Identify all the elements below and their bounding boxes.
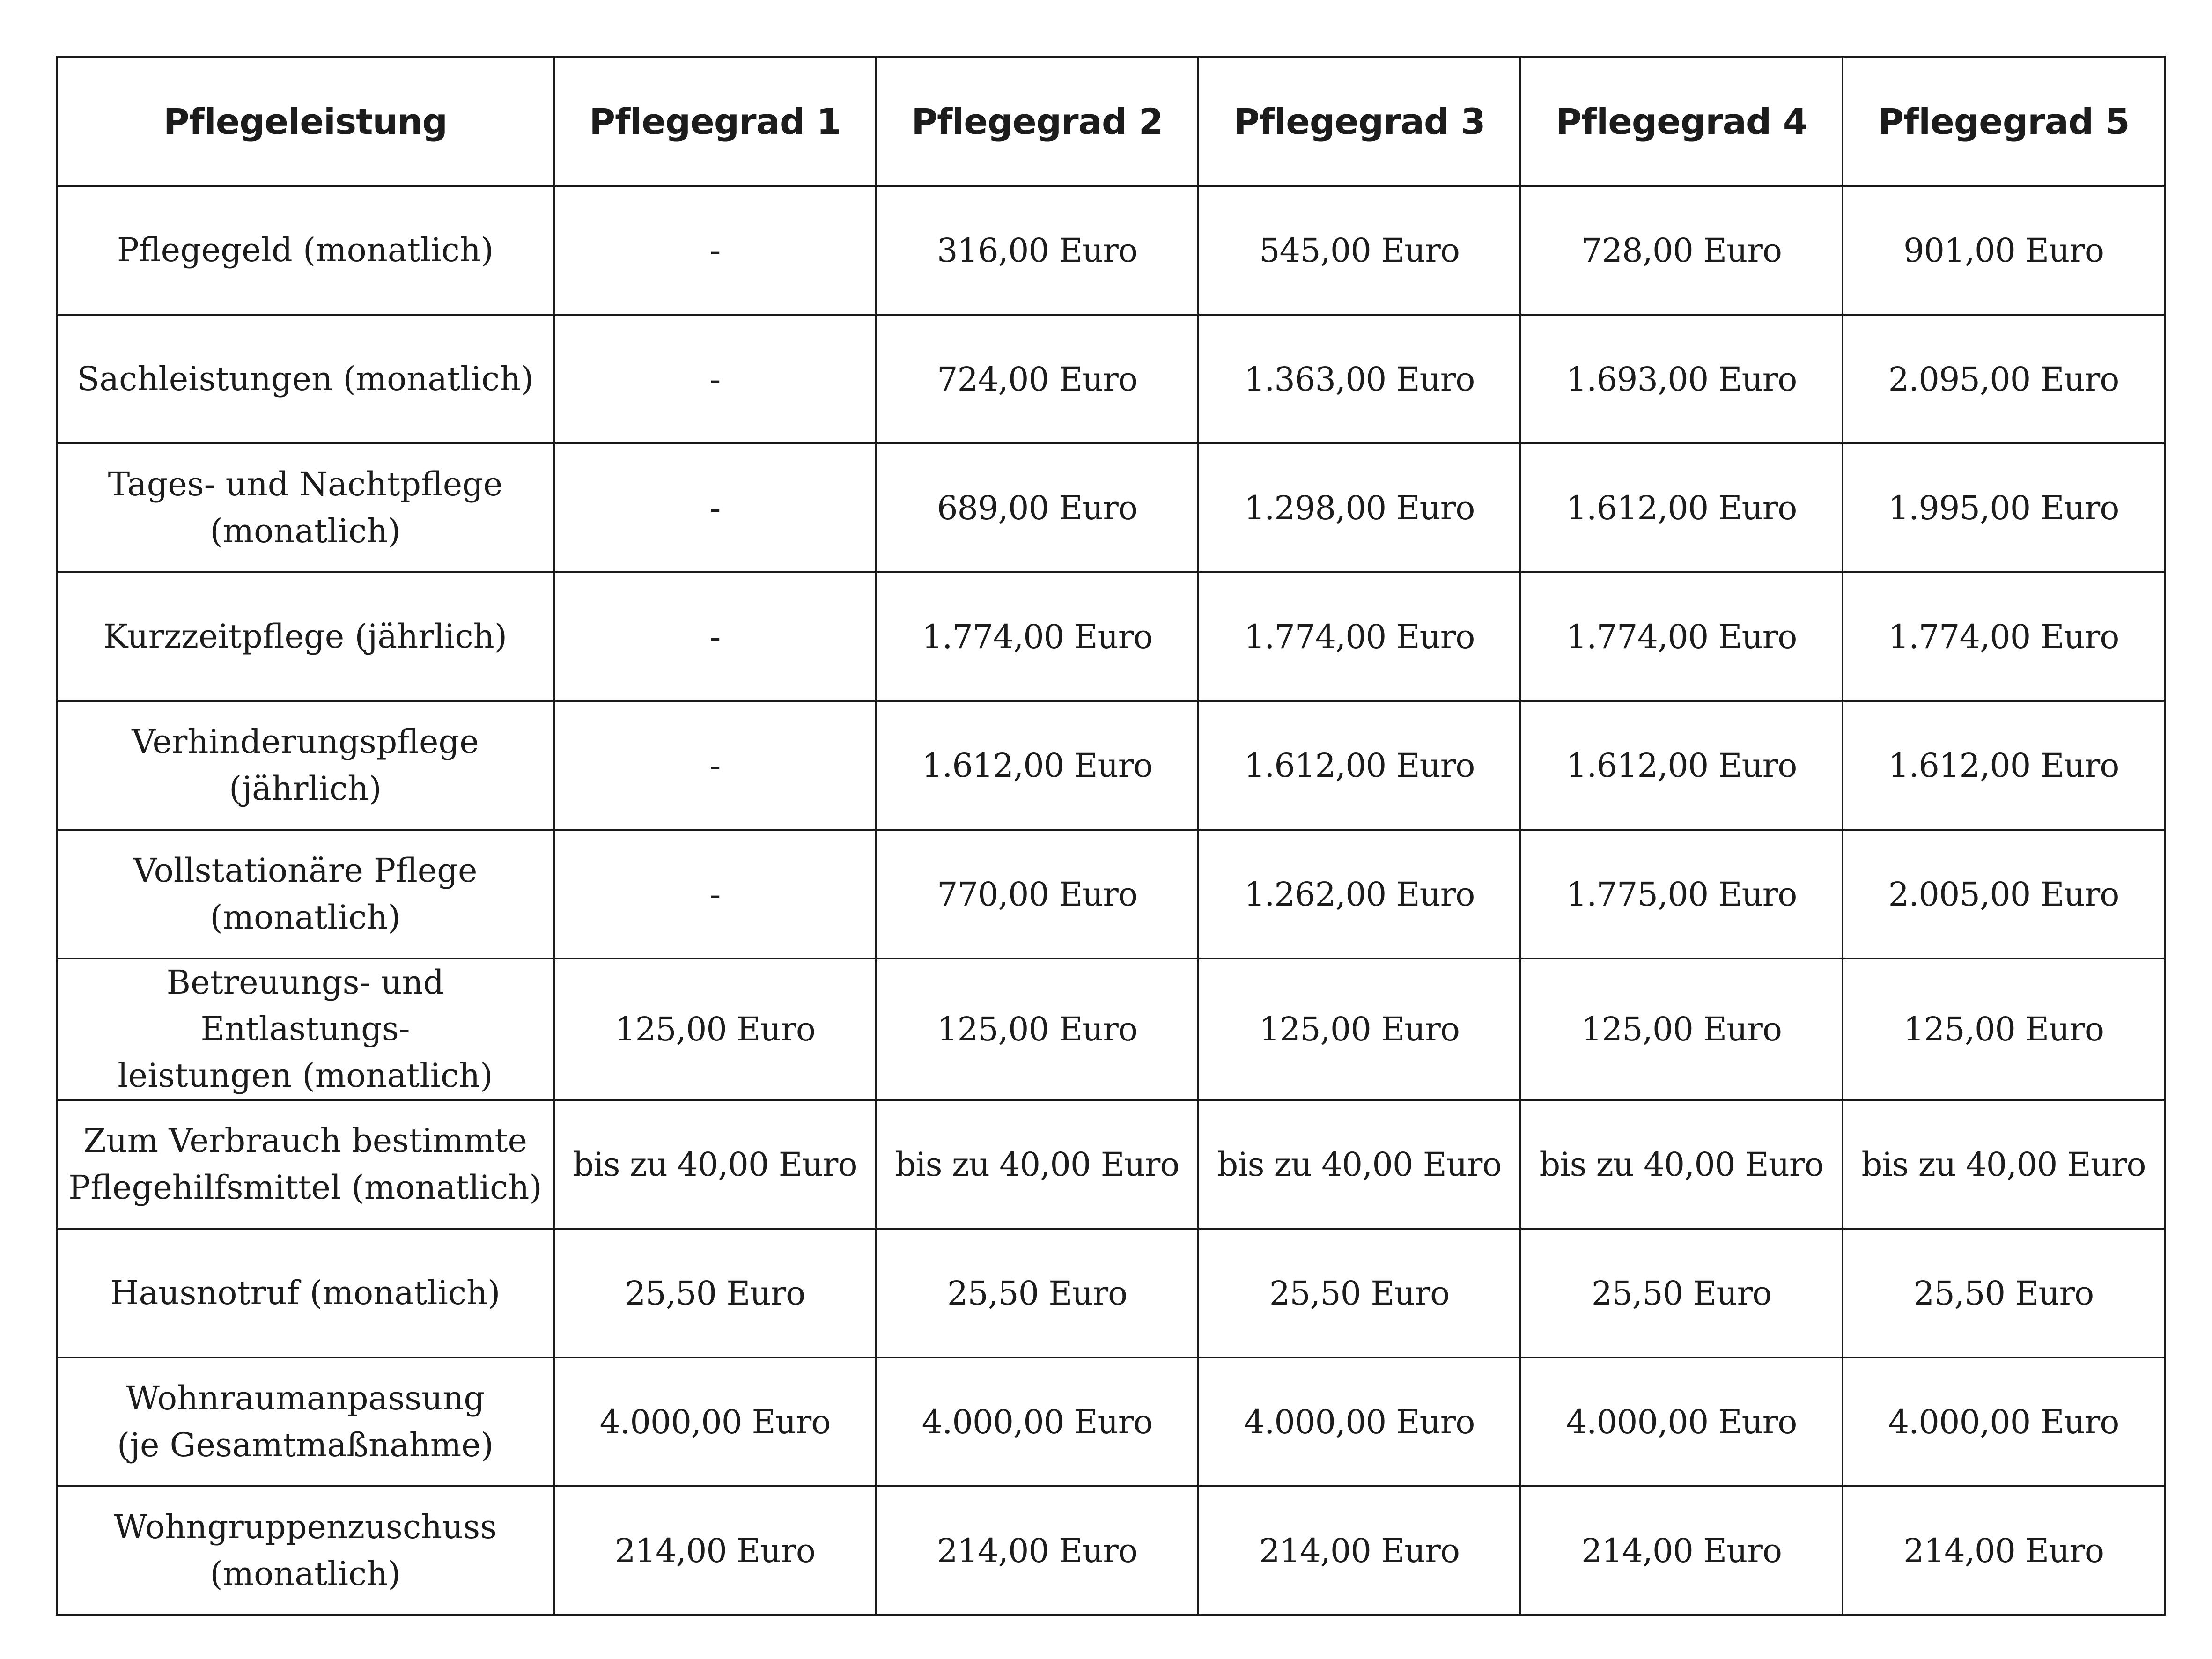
- value-cell-pflegegrad-2: 1.774,00 Euro: [876, 572, 1198, 701]
- value-cell-pflegegrad-4: 125,00 Euro: [1520, 959, 1843, 1100]
- value-cell-pflegegrad-3: 25,50 Euro: [1198, 1229, 1520, 1357]
- pflegeleistungen-table: [56, 56, 2166, 1616]
- value-cell-pflegegrad-2: 125,00 Euro: [876, 959, 1198, 1100]
- value-cell-pflegegrad-2: 770,00 Euro: [876, 830, 1198, 959]
- value-cell-pflegegrad-5: 1.995,00 Euro: [1843, 443, 2165, 572]
- table-row: [57, 1229, 2165, 1357]
- row-label: Tages- und Nachtpflege (monatlich): [57, 443, 554, 572]
- value-cell-pflegegrad-4: 1.693,00 Euro: [1520, 315, 1843, 443]
- table-row: [57, 1357, 2165, 1486]
- table-row: [57, 830, 2165, 959]
- value-cell-pflegegrad-2: 25,50 Euro: [876, 1229, 1198, 1357]
- row-label: Vollstationäre Pflege (monatlich): [57, 830, 554, 959]
- value-cell-pflegegrad-3: 1.262,00 Euro: [1198, 830, 1520, 959]
- row-label: Pflegegeld (monatlich): [57, 186, 554, 315]
- table-row: [57, 1486, 2165, 1615]
- value-cell-pflegegrad-4: 25,50 Euro: [1520, 1229, 1843, 1357]
- header-pflegegrad-2: Pflegegrad 2: [876, 57, 1198, 186]
- table-row: [57, 443, 2165, 572]
- row-label: Zum Verbrauch bestimmte Pflegehilfsmittel (monatlich): [57, 1100, 554, 1229]
- value-cell-pflegegrad-1: bis zu 40,00 Euro: [554, 1100, 876, 1229]
- value-cell-pflegegrad-4: bis zu 40,00 Euro: [1520, 1100, 1843, 1229]
- value-cell-pflegegrad-2: 689,00 Euro: [876, 443, 1198, 572]
- table-row: [57, 959, 2165, 1100]
- value-cell-pflegegrad-5: 1.612,00 Euro: [1843, 701, 2165, 830]
- value-cell-pflegegrad-4: 214,00 Euro: [1520, 1486, 1843, 1615]
- value-cell-pflegegrad-4: 1.775,00 Euro: [1520, 830, 1843, 959]
- header-pflegegrad-1: Pflegegrad 1: [554, 57, 876, 186]
- value-cell-pflegegrad-5: 2.095,00 Euro: [1843, 315, 2165, 443]
- value-cell-pflegegrad-3: 1.774,00 Euro: [1198, 572, 1520, 701]
- row-label: Verhinderungspflege (jährlich): [57, 701, 554, 830]
- value-cell-pflegegrad-1: -: [554, 186, 876, 315]
- row-label: Wohngruppenzuschuss (monatlich): [57, 1486, 554, 1615]
- value-cell-pflegegrad-3: 214,00 Euro: [1198, 1486, 1520, 1615]
- value-cell-pflegegrad-1: -: [554, 830, 876, 959]
- value-cell-pflegegrad-5: 214,00 Euro: [1843, 1486, 2165, 1615]
- table-row: [57, 1100, 2165, 1229]
- value-cell-pflegegrad-2: 1.612,00 Euro: [876, 701, 1198, 830]
- value-cell-pflegegrad-2: 724,00 Euro: [876, 315, 1198, 443]
- value-cell-pflegegrad-1: 214,00 Euro: [554, 1486, 876, 1615]
- value-cell-pflegegrad-2: bis zu 40,00 Euro: [876, 1100, 1198, 1229]
- value-cell-pflegegrad-1: -: [554, 443, 876, 572]
- value-cell-pflegegrad-5: 901,00 Euro: [1843, 186, 2165, 315]
- header-pflegegrad-3: Pflegegrad 3: [1198, 57, 1520, 186]
- value-cell-pflegegrad-1: 25,50 Euro: [554, 1229, 876, 1357]
- row-label: Sachleistungen (monatlich): [57, 315, 554, 443]
- value-cell-pflegegrad-3: bis zu 40,00 Euro: [1198, 1100, 1520, 1229]
- value-cell-pflegegrad-3: 1.298,00 Euro: [1198, 443, 1520, 572]
- row-label: Hausnotruf (monatlich): [57, 1229, 554, 1357]
- value-cell-pflegegrad-5: 4.000,00 Euro: [1843, 1357, 2165, 1486]
- value-cell-pflegegrad-2: 4.000,00 Euro: [876, 1357, 1198, 1486]
- value-cell-pflegegrad-5: 25,50 Euro: [1843, 1229, 2165, 1357]
- table-row: [57, 315, 2165, 443]
- value-cell-pflegegrad-1: 4.000,00 Euro: [554, 1357, 876, 1486]
- table-body: [57, 186, 2165, 1615]
- value-cell-pflegegrad-5: bis zu 40,00 Euro: [1843, 1100, 2165, 1229]
- value-cell-pflegegrad-1: -: [554, 701, 876, 830]
- benefits-table-container: [56, 56, 2164, 1604]
- header-pflegegrad-4: Pflegegrad 4: [1520, 57, 1843, 186]
- value-cell-pflegegrad-2: 316,00 Euro: [876, 186, 1198, 315]
- table-header-row: [57, 57, 2165, 186]
- row-label: Betreuungs- und Entlastungs- leistungen (monatlich): [57, 959, 554, 1100]
- value-cell-pflegegrad-4: 728,00 Euro: [1520, 186, 1843, 315]
- value-cell-pflegegrad-5: 2.005,00 Euro: [1843, 830, 2165, 959]
- value-cell-pflegegrad-4: 1.774,00 Euro: [1520, 572, 1843, 701]
- value-cell-pflegegrad-3: 1.363,00 Euro: [1198, 315, 1520, 443]
- table-row: [57, 186, 2165, 315]
- header-pflegeleistung: Pflegeleistung: [57, 57, 554, 186]
- value-cell-pflegegrad-1: -: [554, 315, 876, 443]
- value-cell-pflegegrad-2: 214,00 Euro: [876, 1486, 1198, 1615]
- value-cell-pflegegrad-3: 4.000,00 Euro: [1198, 1357, 1520, 1486]
- header-pflegegrad-5: Pflegegrad 5: [1843, 57, 2165, 186]
- value-cell-pflegegrad-3: 1.612,00 Euro: [1198, 701, 1520, 830]
- table-row: [57, 572, 2165, 701]
- value-cell-pflegegrad-3: 125,00 Euro: [1198, 959, 1520, 1100]
- value-cell-pflegegrad-5: 125,00 Euro: [1843, 959, 2165, 1100]
- value-cell-pflegegrad-3: 545,00 Euro: [1198, 186, 1520, 315]
- value-cell-pflegegrad-1: 125,00 Euro: [554, 959, 876, 1100]
- value-cell-pflegegrad-1: -: [554, 572, 876, 701]
- table-row: [57, 701, 2165, 830]
- value-cell-pflegegrad-4: 4.000,00 Euro: [1520, 1357, 1843, 1486]
- row-label: Kurzzeitpflege (jährlich): [57, 572, 554, 701]
- row-label: Wohnraumanpassung (je Gesamtmaßnahme): [57, 1357, 554, 1486]
- value-cell-pflegegrad-4: 1.612,00 Euro: [1520, 443, 1843, 572]
- value-cell-pflegegrad-5: 1.774,00 Euro: [1843, 572, 2165, 701]
- value-cell-pflegegrad-4: 1.612,00 Euro: [1520, 701, 1843, 830]
